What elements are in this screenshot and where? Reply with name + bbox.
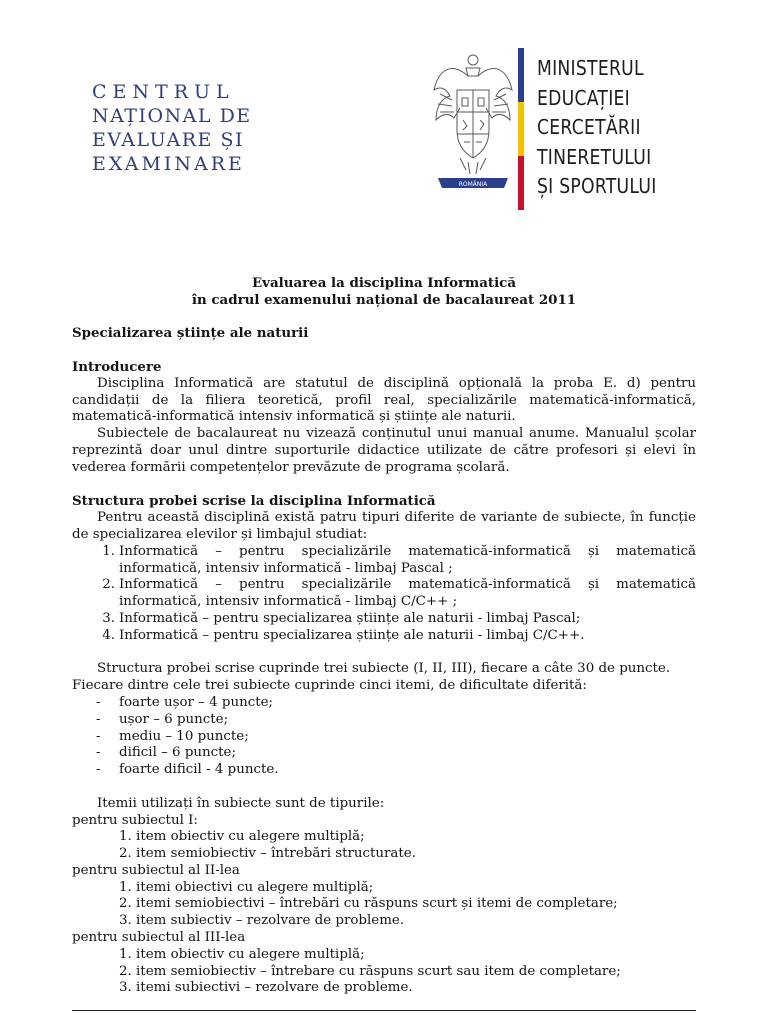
list-item-text: dificil – 6 puncte;	[119, 745, 236, 761]
footer-divider	[72, 1010, 696, 1011]
subject-item: 2. itemi semiobiectivi – întrebări cu răspuns scurt și itemi de completare;	[119, 896, 618, 912]
list-item-number: 4.	[102, 627, 115, 643]
structure-paragraph-2-line-1: Structura probei scrise cuprinde trei subiecte (I, II, III), fiecare a câte 30 de puncte.	[97, 661, 671, 677]
list-item	[72, 544, 696, 578]
subject-3-label: pentru subiectul al III-lea	[72, 930, 246, 946]
flag-blue-stripe	[518, 48, 524, 102]
list-item-text: Informatică – pentru specializările matematică-informatică și matematică informatică, intensiv informatică - limbaj C/C++ ;	[119, 577, 696, 610]
list-item-text: Informatică – pentru specializarea științe ale naturii - limbaj C/C++.	[119, 627, 585, 643]
structure-paragraph-1: Pentru această disciplină există patru tipuri diferite de variante de subiecte, în funcție de specializarea elevilor și limbajul studiat:	[72, 510, 696, 542]
list-item-number: 2.	[102, 577, 115, 593]
centru-line-4: EXAMINARE	[92, 153, 245, 175]
list-item-text: foarte dificil - 4 puncte.	[119, 762, 279, 778]
list-item	[72, 729, 696, 746]
subject-item: 1. item obiectiv cu alegere multiplă;	[119, 829, 365, 845]
bullet-dash: -	[96, 711, 101, 727]
flag-red-stripe	[518, 156, 524, 210]
ministry-line-3: CERCETĂRII	[537, 115, 641, 139]
centru-line-1: CENTRUL	[92, 81, 235, 103]
difficulty-list	[72, 695, 696, 779]
ministry-line-5: ȘI SPORTULUI	[537, 174, 657, 198]
subject-1-label: pentru subiectul I:	[72, 812, 198, 828]
list-item	[72, 745, 696, 762]
intro-heading: Introducere	[72, 358, 162, 375]
variants-list	[72, 544, 696, 645]
bullet-dash: -	[96, 728, 101, 744]
subject-item: 2. item semiobiectiv – întrebare cu răspuns scurt sau item de completare;	[119, 963, 621, 979]
structure-heading: Structura probei scrise la disciplina Informatică	[72, 493, 436, 510]
intro-paragraph-1: Disciplina Informatică are statutul de disciplină opțională la proba E. d) pentru candidații de la filiera teoretică, profil real, specializările matematică-informatică, matematică-informatică intensiv informatică și științe ale naturii.	[72, 375, 696, 425]
list-item-number: 1.	[102, 543, 115, 559]
list-item-text: Informatică – pentru specializarea științe ale naturii - limbaj Pascal;	[119, 610, 581, 626]
items-intro: Itemii utilizați în subiecte sunt de tipurile:	[97, 795, 385, 811]
ministry-line-1: MINISTERUL	[537, 56, 644, 80]
subject-item: 3. itemi subiectivi – rezolvare de probleme.	[119, 980, 413, 996]
crest-banner-text: ROMÂNIA	[458, 181, 488, 188]
list-item	[72, 611, 696, 628]
intro-paragraph-2: Subiectele de bacalaureat nu vizează conținutul unui manual anume. Manualul școlar reprezintă doar unul dintre suporturile didactice utilizate de către profesori și elevi în vederea formării competențelor prevăzute de programa școlară.	[72, 426, 696, 475]
flag-yellow-stripe	[518, 102, 524, 156]
centru-national-logo	[92, 80, 252, 176]
centru-line-2: NAȚIONAL DE	[92, 105, 252, 127]
romania-coat-of-arms-icon	[430, 50, 516, 195]
document-title-line-1: Evaluarea la disciplina Informatică	[251, 275, 517, 291]
subject-item: 1. itemi obiectivi cu alegere multiplă;	[119, 879, 374, 895]
ministry-name	[537, 54, 657, 202]
list-item-text: Informatică – pentru specializările matematică-informatică și matematică informatică, intensiv informatică - limbaj Pascal ;	[119, 543, 696, 576]
subject-2-label: pentru subiectul al II-lea	[72, 862, 240, 878]
list-item	[72, 712, 696, 729]
document-body	[72, 275, 696, 997]
list-item-text: mediu – 10 puncte;	[119, 728, 249, 744]
list-item	[72, 695, 696, 712]
specialization-heading: Specializarea științe ale naturii	[72, 325, 309, 342]
tricolor-flag-bar	[518, 48, 524, 210]
list-item-number: 3.	[102, 610, 115, 626]
ministry-line-2: EDUCAȚIEI	[537, 85, 630, 110]
subject-item: 3. item subiectiv – rezolvare de probleme.	[119, 913, 405, 929]
structure-paragraph-2-line-2: Fiecare dintre cele trei subiecte cuprinde cinci itemi, de dificultate diferită:	[72, 678, 587, 694]
bullet-dash: -	[96, 694, 101, 710]
list-item	[72, 762, 696, 779]
list-item-text: ușor – 6 puncte;	[119, 711, 229, 727]
list-item	[72, 628, 696, 645]
centru-line-3: EVALUARE ȘI	[92, 129, 244, 151]
subject-item: 2. item semiobiectiv – întrebări structurate.	[119, 846, 416, 862]
list-item	[72, 577, 696, 611]
ministry-line-4: TINERETULUI	[537, 144, 652, 169]
list-item-text: foarte ușor – 4 puncte;	[119, 694, 274, 710]
bullet-dash: -	[96, 745, 101, 761]
subject-item: 1. item obiectiv cu alegere multiplă;	[119, 946, 365, 962]
document-title-line-2: în cadrul examenului național de bacalaureat 2011	[191, 291, 577, 308]
bullet-dash: -	[96, 762, 101, 778]
